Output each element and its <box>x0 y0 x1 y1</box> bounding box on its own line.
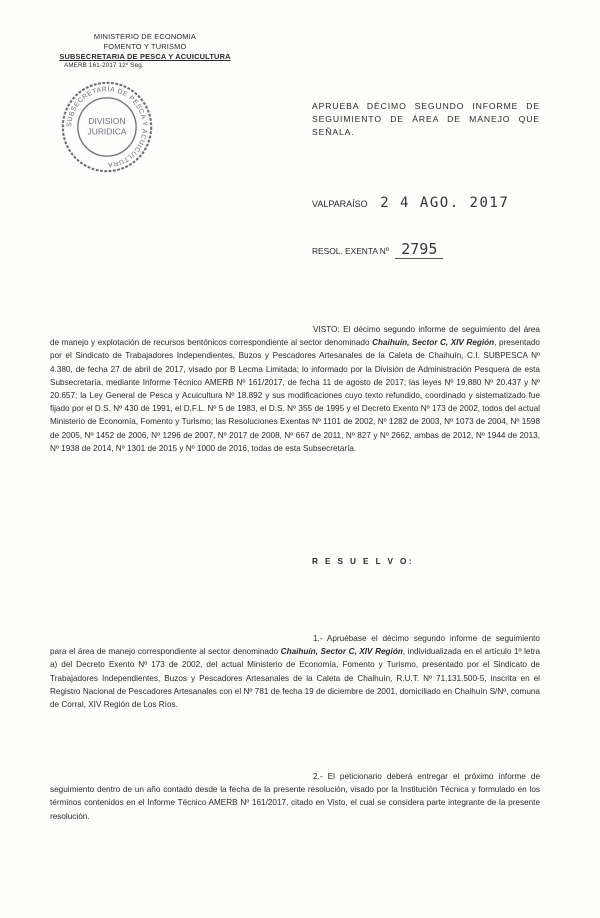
date-stamp: 2 4 AGO. 2017 <box>380 195 510 211</box>
resolution-point-2: 2.- El peticionario deberá entregar el próximo informe de seguimiento dentro de un año contado desde la fecha de la presente resolución, visado por la Institución Técnica y formulado en los términos contenidos en el Informe Técnico AMERB Nº 161/2017, citado en Visto, el cual se considera parte integrante de la presente resolución. <box>50 772 540 821</box>
stamp-center-line1: DIVISION <box>88 116 126 127</box>
resol-label: RESOL. EXENTA Nº <box>312 246 389 256</box>
p1-lead: 1.- Apruébase el décimo segundo informe de seguimiento para el área de manejo correspondiente al sector denominado <box>50 634 540 657</box>
reference-code: AMERB 161-2017 12º Seg. <box>64 62 144 70</box>
place: VALPARAÍSO <box>312 199 368 209</box>
visto-rest: , presentado por el Sindicato de Trabajadores Independientes, Buzos y Pescadores Artesanales de la Caleta de Chaihuín, C.I. SUBPESCA Nº 4.380, de fecha 27 de abril de 2017, visado por B Lecma Limitada; lo informado por la División de Administración Pesquera de esta Subsecretaría, mediante Informe Técnico AMERB Nº 161/2017, de fecha 11 de agosto de 2017; las leyes Nº 19.880 Nº 20.437 y Nº 20.657; la Ley General de Pesca y Acuicultura Nº 18.892 y sus modificaciones cuyo texto refundido, coordinado y sistematizado fue fijado por el D.S. Nº 430 de 1991, el D.F.L. Nº 5 de 1983, el D.S. Nº 355 de 1995 y el Decreto Exento Nº 173 de 2002, todos del actual Ministerio de Economía, Fomento y Turismo; las Resoluciones Exentas Nº 1101 de 2002, Nº 1282 de 2003, Nº 1073 de 2004, Nº 1598 de 2005, Nº 1452 de 2006, Nº 1296 de 2007, Nº 2017 de 2008, Nº 667 de 2011, Nº 827 y Nº 2662, ambas de 2012, Nº 1944 de 2013, Nº 1938 de 2014, Nº 1301 de 2015 y Nº 1000 de 2016, todas de esta Subsecretaría. <box>50 338 540 453</box>
place-date <box>312 195 509 211</box>
division-juridica-stamp <box>60 80 154 174</box>
stamp-center-line2: JURIDICA <box>87 126 127 137</box>
p1-sector: Chaihuín, Sector C, XIV Región <box>280 647 403 657</box>
resolution-point-1 <box>50 632 540 711</box>
stamp-ring-text: SUBSECRETARÍA DE PESCA Y ACUICULTURA <box>66 86 148 168</box>
resolution-number <box>312 240 443 258</box>
p1-rest: , individualizada en el artículo 1º letra a) del Decreto Exento Nº 173 de 2002, del actual Ministerio de Economía, Fomento y Turismo, presentado por el Sindicato de Trabajadores Independientes, Buzos y Pescadores Artesanales de la Caleta de Chaihuín, R.U.T. Nº 71.131.500-5, inscrita en el Registro Nacional de Pescadores Artesanales con el Nº 781 de fecha 19 de diciembre de 2001, domiciliado en Chaihuín S/Nº, comuna de Corral, XIV Región de Los Ríos. <box>50 647 541 710</box>
letterhead <box>50 32 240 71</box>
resol-number: 2795 <box>395 240 443 259</box>
area-line: FOMENTO Y TURISMO <box>103 41 187 51</box>
ministry-line: MINISTERIO DE ECONOMIA <box>93 32 197 41</box>
visto-lead: VISTO: El décimo segundo informe de seguimiento del área de manejo y explotación de recursos bentónicos correspondiente al sector denominado <box>50 325 540 348</box>
visto-paragraph <box>50 323 540 455</box>
visto-sector: Chaihuín, Sector C, XIV Región <box>372 338 495 348</box>
resuelvo-heading: R E S U E L V O: <box>312 557 414 566</box>
subsecretaria-line: SUBSECRETARIA DE PESCA Y ACUICULTURA <box>59 51 231 61</box>
subject-line: APRUEBA DÉCIMO SEGUNDO INFORME DE SEGUIMIENTO DE ÁREA DE MANEJO QUE SEÑALA. <box>312 101 540 137</box>
